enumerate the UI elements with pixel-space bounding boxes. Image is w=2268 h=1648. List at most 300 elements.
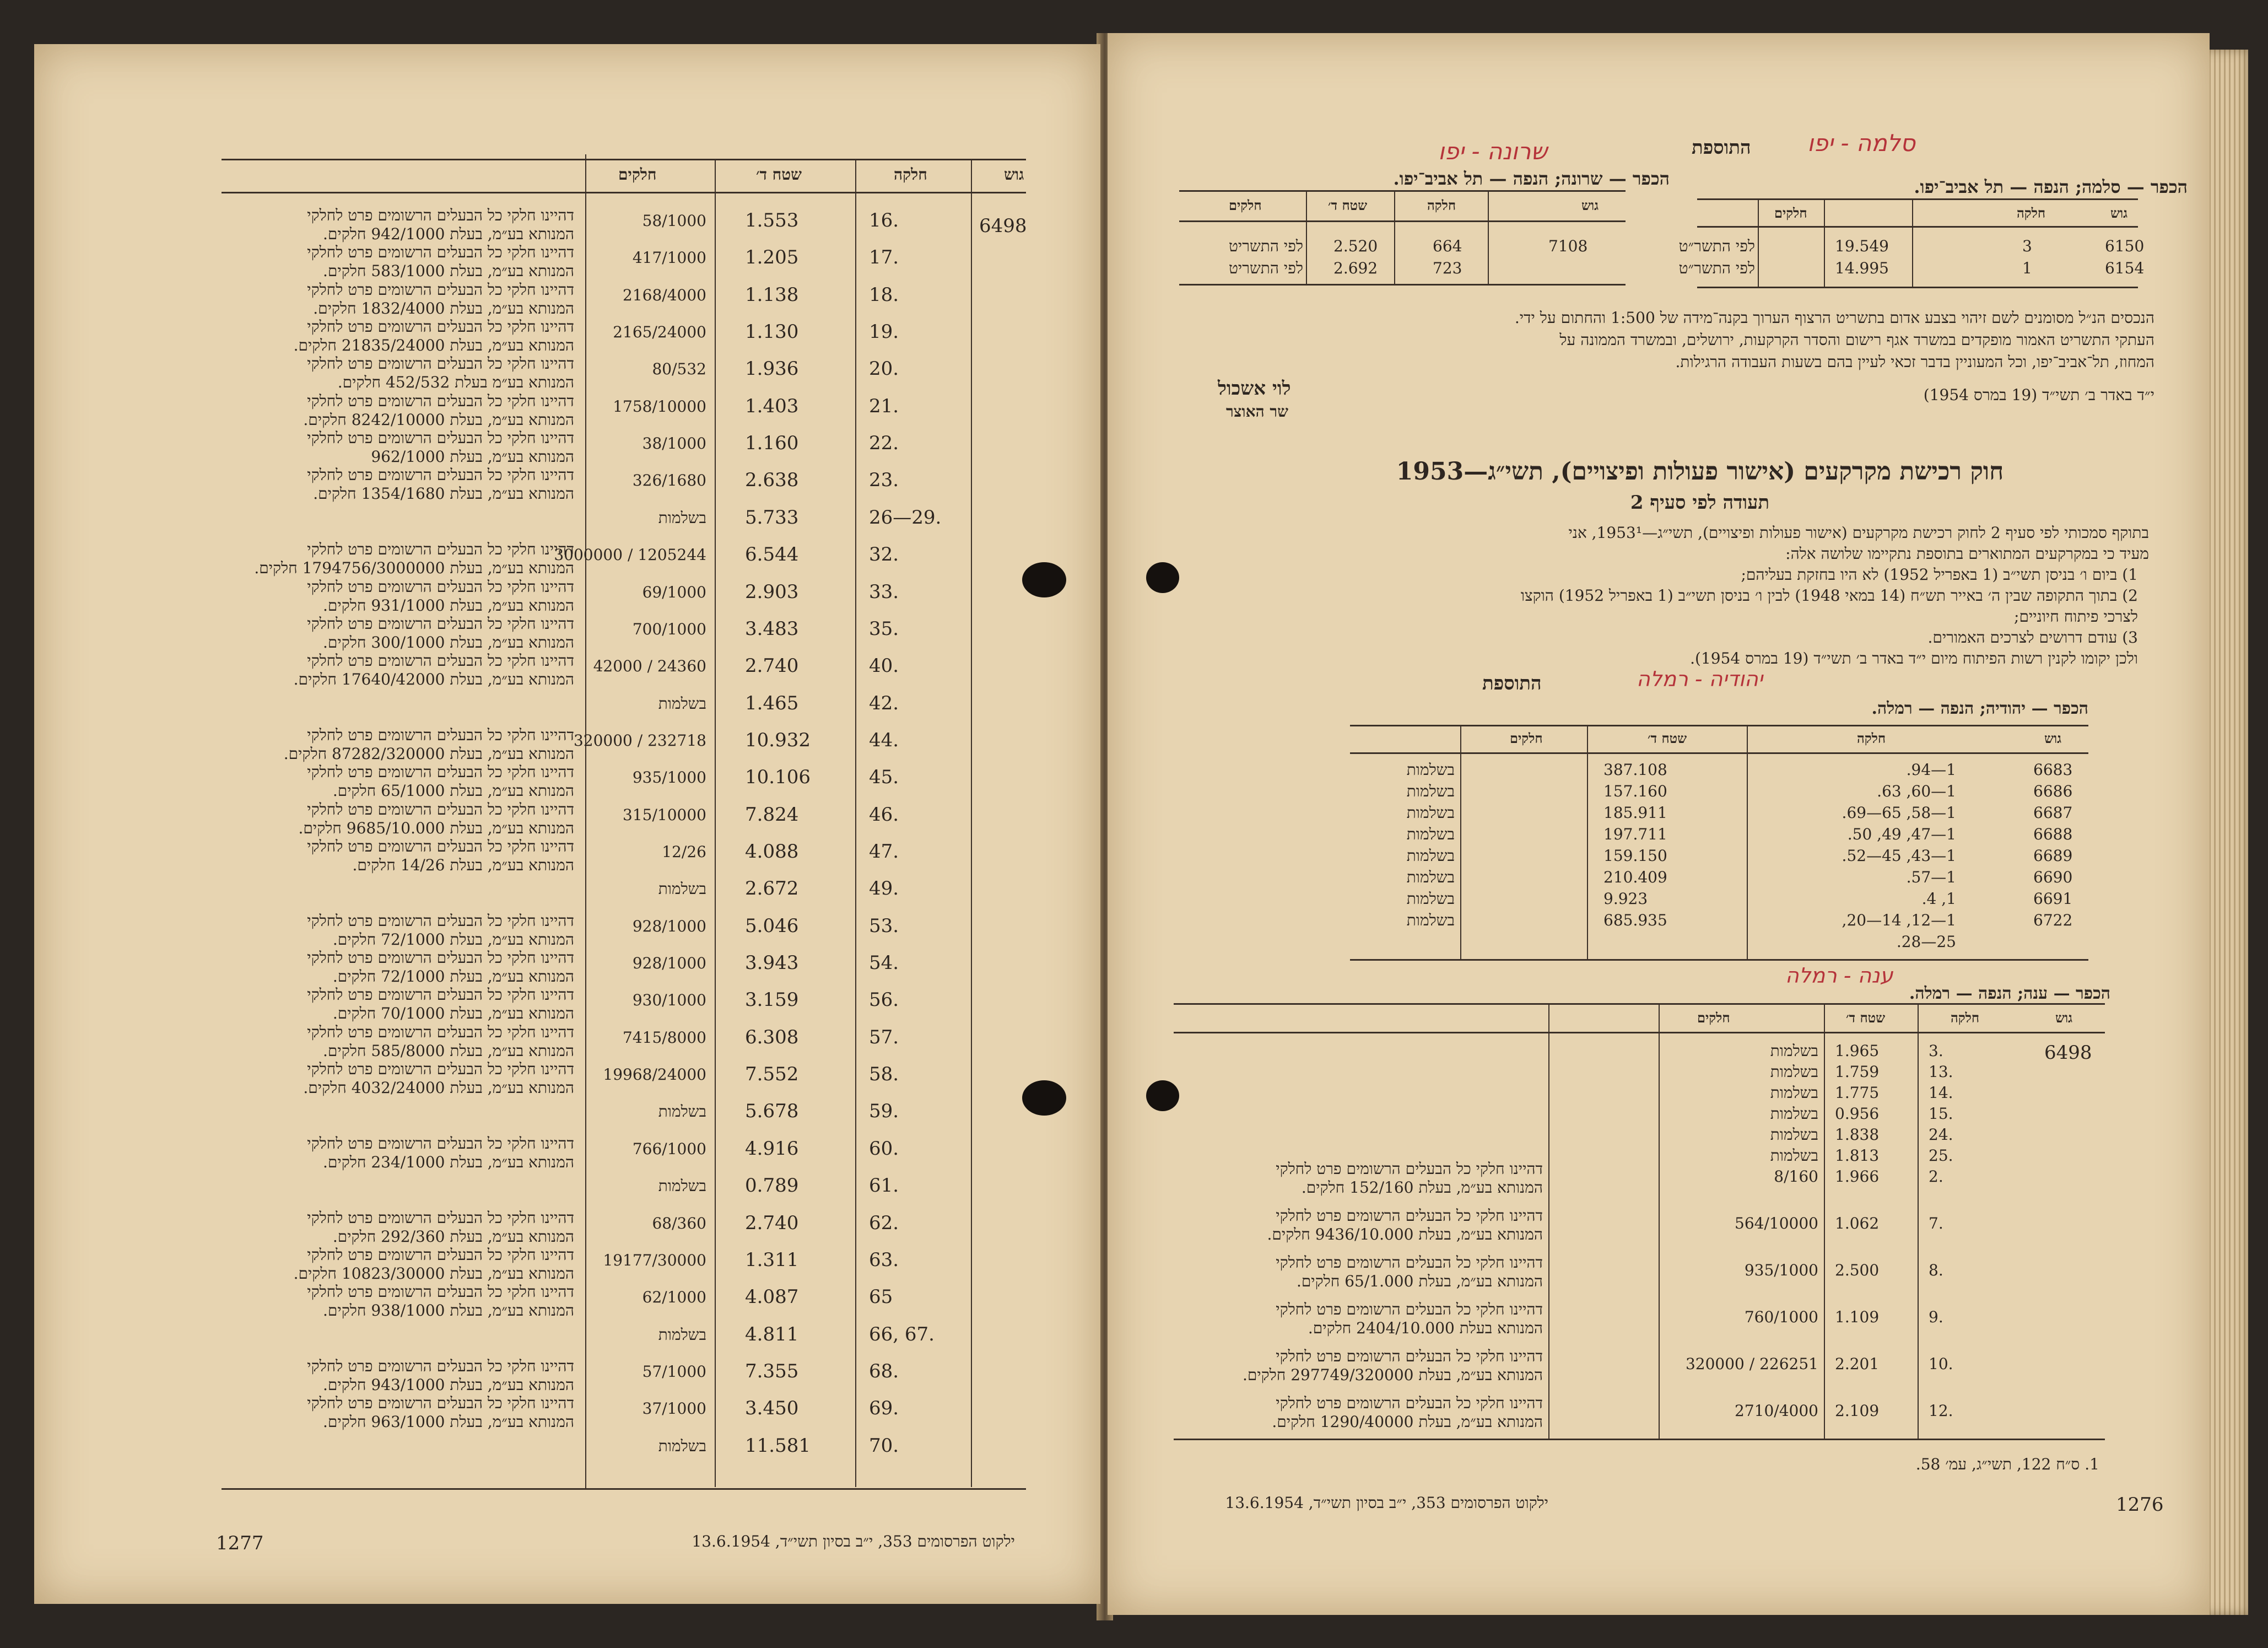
helka-cell: 35. <box>869 618 899 640</box>
area-cell: 2.201 <box>1835 1355 1880 1373</box>
parts-cell: 7415/8000 <box>623 1028 706 1047</box>
parts-cell: בשלמות <box>1770 1084 1818 1102</box>
sharona-h-helka: חלקה <box>1427 197 1456 213</box>
law-item-3: 3) עודם דרושים לצרכים האמורים. <box>1927 628 2138 647</box>
rule <box>1179 284 1626 286</box>
gush-cell: 6688 <box>2033 825 2073 843</box>
area-cell: 2.740 <box>745 1212 799 1234</box>
note-line-2: המנותא בע״מ, בעלת 21835/24000 חלקים. <box>293 336 574 354</box>
handwritten-salame: סלמה - יפו <box>1807 130 1916 157</box>
rule <box>1174 1003 2105 1005</box>
parts-cell: בשלמות <box>658 509 706 527</box>
law-item-2: 2) בתוך התקופה שבין ה׳ באייר תש״ח (14 במאי 1948) לבין ו׳ בניסן תשי״ב (1 באפריל 1952) הוקצו <box>1520 586 2138 605</box>
note-line-1: דהיינו חלקי כל הבעלים הרשומים פרט לחלקי <box>307 317 574 336</box>
helka-cell: 10. <box>1929 1355 1953 1373</box>
col-header-parts: חלקים <box>618 165 657 184</box>
parts-cell: 62/1000 <box>642 1288 706 1306</box>
note-line-2: המנותא בע״מ, בעלת 962/1000 <box>371 448 574 466</box>
page-number-left: 1277 <box>216 1532 264 1554</box>
sharona-h-area: שטח ד׳ <box>1328 197 1368 213</box>
parts-cell: 226251 / 320000 <box>1685 1355 1818 1373</box>
rule <box>1350 959 2088 961</box>
helka-cell: 20. <box>869 358 899 380</box>
helka-cell: 44. <box>869 729 899 751</box>
parts-cell: לפי התשר״ט <box>1678 237 1755 255</box>
parts-cell: בשלמות <box>1406 847 1455 865</box>
yehud-h-parts: חלקים <box>1510 730 1543 746</box>
helka-cell: 3. <box>1929 1042 1943 1060</box>
ana-h-parts: חלקים <box>1697 1010 1730 1026</box>
parts-cell: 326/1680 <box>632 471 706 489</box>
parts-cell: בשלמות <box>1406 911 1455 929</box>
helka-cell: 57. <box>869 1026 899 1048</box>
helka-cell: 723 <box>1433 259 1462 277</box>
footer-right: ילקוט הפרסומים 353, י״ב בסיון תשי״ד, 13.6.1954 <box>1225 1494 1548 1512</box>
note-line-2: המנותא בע״מ, בעלת 72/1000 חלקים. <box>332 930 574 949</box>
note-line-2: המנותא בע״מ, בעלת 297749/320000 חלקים. <box>1242 1366 1543 1384</box>
salame-heading: הכפר — סלמה; הנפה — תל אביב־יפו. <box>1914 176 2188 197</box>
note-line-2: המנותא בע״מ, בעלת 1354/1680 חלקים. <box>313 484 574 503</box>
gush-value: 6498 <box>979 215 1027 237</box>
helka-cell: 9. <box>1929 1308 1943 1326</box>
area-cell: 1.109 <box>1835 1308 1880 1326</box>
rule <box>1174 1439 2105 1440</box>
note-line-2: המנותא בע״מ, בעלת 152/160 חלקים. <box>1301 1178 1543 1197</box>
parts-cell: 68/360 <box>652 1214 706 1232</box>
footer-left: ילקוט הפרסומים 353, י״ב בסיון תשי״ד, 13.6.1954 <box>692 1532 1015 1550</box>
area-cell: 1.553 <box>745 209 799 231</box>
helka-cell: 3 <box>2022 237 2032 255</box>
notice-line-2: העתקי התשריט האמור מופקדים במשרד אגף רישום והסדר הקרקעות, ירושלים, ובמשרד הממונה על <box>1559 331 2154 349</box>
helka-cell: 1—60, 63. <box>1877 782 1956 800</box>
ana-h-area: שטח ד׳ <box>1846 1010 1886 1026</box>
sharona-h-parts: חלקים <box>1229 197 1262 213</box>
note-line-1: דהיינו חלקי כל הבעלים הרשומים פרט לחלקי <box>1276 1347 1543 1365</box>
handwritten-sharona: שרונה - יפו <box>1438 138 1548 165</box>
helka-cell: 54. <box>869 952 899 974</box>
rule <box>1179 190 1626 192</box>
rule <box>222 159 1026 160</box>
note-line-1: דהיינו חלקי כל הבעלים הרשומים פרט לחלקי <box>307 540 574 558</box>
rule <box>1548 1003 1549 1439</box>
note-line-2: המנותא בע״מ, בעלת 10823/30000 חלקים. <box>293 1264 574 1283</box>
area-cell: 4.087 <box>745 1286 799 1308</box>
rule <box>585 154 586 1488</box>
area-cell: 1.966 <box>1835 1167 1880 1186</box>
area-cell: 5.046 <box>745 915 799 937</box>
note-line-1: דהיינו חלקי כל הבעלים הרשומים פרט לחלקי <box>307 726 574 744</box>
helka-cell: 53. <box>869 915 899 937</box>
parts-cell: בשלמות <box>658 1102 706 1121</box>
parts-cell: 57/1000 <box>642 1362 706 1381</box>
col-header-helka: חלקה <box>894 165 927 184</box>
note-line-1: דהיינו חלקי כל הבעלים הרשומים פרט לחלקי <box>307 985 574 1004</box>
note-line-2: המנותא בע״מ, בעלת 300/1000 חלקים. <box>323 633 574 651</box>
helka-cell: 26—29. <box>869 507 942 529</box>
area-cell: 1.062 <box>1835 1214 1880 1232</box>
notice-line-3: המחוז, תל־אביב־יפו, וכל המעוניין בדבר זכאי לעיין בהם בשעות העבודה הרגילות. <box>1675 353 2154 371</box>
notice-line-1: הנכסים הנ״ל מסומנים לשם זיהוי בצבע אדום בתשריט הרצוף הערוך בקנה־מידה של 1:500 והחתום על ידי. <box>1514 309 2154 327</box>
helka-cell: 19. <box>869 321 899 343</box>
area-cell: 2.672 <box>745 877 799 900</box>
parts-cell: 417/1000 <box>632 249 706 267</box>
rule <box>222 1488 1026 1490</box>
law-title: חוק רכישת מקרקעים (אישור פעולות ופיצויים), תשי״ג—1953 <box>1396 457 2004 486</box>
area-cell: 1.130 <box>745 321 799 343</box>
law-item-2b: לצרכי פיתוח חיוניים; <box>2014 607 2138 626</box>
note-line-2: המנותא בע״מ, בעלת 9685/10.000 חלקים. <box>298 819 574 837</box>
helka-cell: 56. <box>869 989 899 1011</box>
punch-hole <box>1022 1080 1066 1116</box>
area-cell: 9.923 <box>1603 890 1648 908</box>
parts-cell: 760/1000 <box>1744 1308 1818 1326</box>
helka-cell: 32. <box>869 543 899 566</box>
area-cell: 2.692 <box>1333 259 1378 277</box>
parts-cell: בשלמות <box>1770 1105 1818 1123</box>
area-cell: 1.160 <box>745 432 799 454</box>
signer-name: לוי אשכול <box>1218 378 1291 400</box>
helka-cell: 13. <box>1929 1063 1953 1081</box>
helka-cell: 1 <box>2022 259 2032 277</box>
note-line-1: דהיינו חלקי כל הבעלים הרשומים פרט לחלקי <box>307 466 574 484</box>
rule <box>1460 725 1461 959</box>
area-cell: 1.465 <box>745 692 799 714</box>
rule <box>1824 1003 1825 1439</box>
rule <box>971 159 972 1487</box>
rule <box>1659 1003 1660 1439</box>
salame-h-helka: חלקה <box>2017 205 2046 221</box>
parts-cell: 12/26 <box>662 843 706 861</box>
note-line-2: המנותא בע״מ, בעלת 65/1.000 חלקים. <box>1296 1272 1543 1290</box>
col-header-area: שטח ד׳ <box>756 165 802 184</box>
helka-cell: 45. <box>869 766 899 788</box>
salame-h-gush: גוש <box>2110 205 2128 221</box>
note-line-1: דהיינו חלקי כל הבעלים הרשומים פרט לחלקי <box>1276 1253 1543 1272</box>
note-line-2: המנותא בע״מ, בעלת 943/1000 חלקים. <box>323 1376 574 1394</box>
parts-cell: 19177/30000 <box>603 1251 706 1269</box>
rule <box>1587 725 1588 959</box>
note-line-1: דהיינו חלקי כל הבעלים הרשומים פרט לחלקי <box>1276 1300 1543 1318</box>
note-line-2: המנותא בע״מ, בעלת 931/1000 חלקים. <box>323 596 574 615</box>
area-cell: 2.520 <box>1333 237 1378 255</box>
salame-h-parts: חלקים <box>1774 205 1807 221</box>
note-line-2: המנותא בע״מ, בעלת 4032/24000 חלקים. <box>303 1079 574 1097</box>
note-line-1: דהיינו חלקי כל הבעלים הרשומים פרט לחלקי <box>307 206 574 224</box>
note-line-2: המנותא בע״מ, בעלת 65/1000 חלקים. <box>332 782 574 800</box>
area-cell: 2.740 <box>745 655 799 677</box>
note-line-2: המנותא בע״מ, בעלת 8242/10000 חלקים. <box>303 411 574 429</box>
note-line-1: דהיינו חלקי כל הבעלים הרשומים פרט לחלקי <box>307 837 574 855</box>
parts-cell: 38/1000 <box>642 434 706 453</box>
area-cell: 6.308 <box>745 1026 799 1048</box>
area-cell: 4.088 <box>745 841 799 863</box>
parts-cell: 58/1000 <box>642 212 706 230</box>
area-cell: 11.581 <box>745 1435 811 1457</box>
handwritten-yehud: יהודיה - רמלה <box>1637 667 1763 691</box>
note-line-2: המנותא בע״מ, בעלת 942/1000 חלקים. <box>323 225 574 243</box>
area-cell: 3.943 <box>745 952 799 974</box>
page-number-right: 1276 <box>2116 1494 2164 1516</box>
gush-cell: 6689 <box>2033 847 2073 865</box>
helka-cell: 61. <box>869 1175 899 1197</box>
rule <box>1758 198 1759 287</box>
law-p3: ולכן יקומו לקנין רשות הפיתוח מיום י״ד באדר ב׳ תשי״ד (19 במרס 1954). <box>1690 649 2138 667</box>
note-line-2: המנותא בע״מ, בעלת 87282/320000 חלקים. <box>283 745 574 763</box>
rule <box>715 159 716 1487</box>
area-cell: 2.109 <box>1835 1402 1880 1420</box>
area-cell: 3.159 <box>745 989 799 1011</box>
rule <box>1697 198 2138 200</box>
helka-cell: 1—57. <box>1906 868 1956 886</box>
note-line-2: המנותא בע״מ, בעלת 9436/10.000 חלקים. <box>1267 1225 1543 1243</box>
parts-cell: 930/1000 <box>632 991 706 1009</box>
area-cell: 1.403 <box>745 395 799 417</box>
parts-cell: 232718 / 320000 <box>573 731 706 750</box>
parts-cell: 564/10000 <box>1735 1214 1818 1232</box>
tosefet-title-2: התוספת <box>1482 672 1542 694</box>
note-line-1: דהיינו חלקי כל הבעלים הרשומים פרט לחלקי <box>307 651 574 670</box>
gush-cell: 6690 <box>2033 868 2073 886</box>
parts-cell: בשלמות <box>1770 1125 1818 1144</box>
note-line-2: המנותא בע״מ, בעלת 963/1000 חלקים. <box>323 1413 574 1431</box>
note-line-1: דהיינו חלקי כל הבעלים הרשומים פרט לחלקי <box>307 281 574 299</box>
area-cell: 7.355 <box>745 1360 799 1382</box>
helka-cell: 42. <box>869 692 899 714</box>
area-cell: 1.965 <box>1835 1042 1880 1060</box>
gush-cell: 6722 <box>2033 911 2073 929</box>
tosefet-title: התוספת <box>1692 137 1751 159</box>
helka-cell: 1—43, 45—52. <box>1842 847 1956 865</box>
parts-cell: בשלמות <box>1406 890 1455 908</box>
note-line-2: המנותא בע״מ, בעלת 72/1000 חלקים. <box>332 967 574 985</box>
parts-cell: 2165/24000 <box>613 323 706 341</box>
punch-hole <box>1022 562 1066 597</box>
helka-cell: 21. <box>869 395 899 417</box>
helka-cell: 1—58, 65—69. <box>1842 804 1956 822</box>
note-line-1: דהיינו חלקי כל הבעלים הרשומים פרט לחלקי <box>307 429 574 447</box>
rule <box>855 159 856 1487</box>
note-line-1: דהיינו חלקי כל הבעלים הרשומים פרט לחלקי <box>307 1357 574 1375</box>
helka-cell: 47. <box>869 841 899 863</box>
note-line-1: דהיינו חלקי כל הבעלים הרשומים פרט לחלקי <box>307 1023 574 1041</box>
area-cell: 4.916 <box>745 1138 799 1160</box>
sharona-h-gush: גוש <box>1581 197 1599 213</box>
note-line-1: דהיינו חלקי כל הבעלים הרשומים פרט לחלקי <box>307 354 574 373</box>
area-cell: 0.789 <box>745 1175 799 1197</box>
law-subtitle: תעודה לפי סעיף 2 <box>1630 492 1770 514</box>
yehud-h-helka: חלקה <box>1857 730 1886 746</box>
note-line-1: דהיינו חלקי כל הבעלים הרשומים פרט לחלקי <box>307 1394 574 1412</box>
helka-cell: 25—28. <box>1896 933 1956 951</box>
note-line-1: דהיינו חלקי כל הבעלים הרשומים פרט לחלקי <box>307 1134 574 1152</box>
note-line-1: דהיינו חלקי כל הבעלים הרשומים פרט לחלקי <box>307 243 574 261</box>
gush-cell: 6691 <box>2033 890 2073 908</box>
law-p1: בתוקף סמכותי לפי סעיף 2 לחוק רכישת מקרקעים (אישור פעולות ופיצויים), תשי״ג—1953¹, אני <box>1568 524 2149 542</box>
note-line-2: המנותא בע״מ, בעלת 1290/40000 חלקים. <box>1272 1413 1543 1431</box>
ana-heading: הכפר — ענה; הנפה — רמלה. <box>1909 984 2110 1003</box>
parts-cell: 37/1000 <box>642 1399 706 1418</box>
area-cell: 2.638 <box>745 469 799 491</box>
note-line-2: המנותא בע״מ בעלת 452/532 חלקים. <box>337 373 574 391</box>
area-cell: 3.450 <box>745 1397 799 1419</box>
yehud-h-area: שטח ד׳ <box>1648 730 1687 746</box>
note-line-1: דהיינו חלקי כל הבעלים הרשומים פרט לחלקי <box>307 578 574 596</box>
helka-cell: 16. <box>869 209 899 231</box>
parts-cell: בשלמות <box>1406 761 1455 779</box>
area-cell: 3.483 <box>745 618 799 640</box>
area-cell: 1.138 <box>745 284 799 306</box>
area-cell: 14.995 <box>1835 259 1889 277</box>
area-cell: 0.956 <box>1835 1105 1880 1123</box>
area-cell: 1.813 <box>1835 1146 1880 1165</box>
note-line-2: המנותא בע״מ, בעלת 585/8000 חלקים. <box>323 1042 574 1060</box>
parts-cell: לפי התשר״ט <box>1678 259 1755 277</box>
ana-h-gush: גוש <box>2055 1010 2073 1026</box>
area-cell: 1.838 <box>1835 1125 1880 1144</box>
rule <box>1179 220 1626 222</box>
note-line-1: דהיינו חלקי כל הבעלים הרשומים פרט לחלקי <box>307 1246 574 1264</box>
note-line-1: דהיינו חלקי כל הבעלים הרשומים פרט לחלקי <box>307 1283 574 1301</box>
parts-cell: 19968/24000 <box>603 1065 706 1084</box>
handwritten-ana: ענה - רמלה <box>1785 963 1893 988</box>
area-cell: 1.775 <box>1835 1084 1880 1102</box>
helka-cell: 14. <box>1929 1084 1953 1102</box>
punch-hole <box>1146 1080 1179 1111</box>
helka-cell: 70. <box>869 1435 899 1457</box>
right-page <box>1108 33 2210 1615</box>
area-cell: 4.811 <box>745 1323 799 1345</box>
signer-title: שר האוצר <box>1226 402 1288 421</box>
helka-cell: 1, 4. <box>1921 890 1956 908</box>
helka-cell: 33. <box>869 581 899 603</box>
parts-cell: בשלמות <box>658 1437 706 1455</box>
parts-cell: 24360 / 42000 <box>593 657 706 675</box>
area-cell: 197.711 <box>1603 825 1667 843</box>
ana-gush-value: 6498 <box>2044 1042 2092 1064</box>
parts-cell: 80/532 <box>652 360 706 378</box>
parts-cell: בשלמות <box>658 1326 706 1344</box>
note-line-1: דהיינו חלקי כל הבעלים הרשומים פרט לחלקי <box>307 800 574 818</box>
area-cell: 1.205 <box>745 246 799 268</box>
rule <box>1697 226 2138 228</box>
note-line-1: דהיינו חלקי כל הבעלים הרשומים פרט לחלקי <box>307 1060 574 1078</box>
rule <box>1824 198 1825 287</box>
helka-cell: 59. <box>869 1100 899 1122</box>
gush-cell: 6687 <box>2033 804 2073 822</box>
parts-cell: 935/1000 <box>1744 1261 1818 1279</box>
area-cell: 7.824 <box>745 804 799 826</box>
parts-cell: בשלמות <box>1770 1146 1818 1165</box>
helka-cell: 1—94. <box>1906 761 1956 779</box>
note-line-2: המנותא בע״מ, בעלת 17640/42000 חלקים. <box>293 670 574 688</box>
area-cell: 1.936 <box>745 358 799 380</box>
note-line-2: המנותא בע״מ, בעלת 14/26 חלקים. <box>352 856 574 874</box>
parts-cell: 2710/4000 <box>1735 1402 1818 1420</box>
area-cell: 10.932 <box>745 729 811 751</box>
rule <box>1918 1003 1919 1439</box>
gush-cell: 6686 <box>2033 782 2073 800</box>
note-line-1: דהיינו חלקי כל הבעלים הרשומים פרט לחלקי <box>307 615 574 633</box>
note-line-2: המנותא בע״מ, בעלת 1832/4000 חלקים. <box>313 299 574 317</box>
parts-cell: בשלמות <box>1770 1063 1818 1081</box>
helka-cell: 69. <box>869 1397 899 1419</box>
helka-cell: 2. <box>1929 1167 1943 1186</box>
parts-cell: בשלמות <box>1406 782 1455 800</box>
parts-cell: 69/1000 <box>642 583 706 601</box>
parts-cell: 1758/10000 <box>613 397 706 416</box>
helka-cell: 23. <box>869 469 899 491</box>
note-line-2: המנותא בע״מ, בעלת 938/1000 חלקים. <box>323 1301 574 1320</box>
ana-h-helka: חלקה <box>1951 1010 1980 1026</box>
parts-cell: 700/1000 <box>632 620 706 638</box>
note-line-1: דהיינו חלקי כל הבעלים הרשומים פרט לחלקי <box>307 392 574 410</box>
rule <box>1306 190 1307 284</box>
helka-cell: 40. <box>869 655 899 677</box>
area-cell: 2.500 <box>1835 1261 1880 1279</box>
notice-date: י״ד באדר ב׳ תשי״ד (19 במרס 1954) <box>1923 386 2154 404</box>
note-line-2: המנותא בע״מ, בעלת 1794756/3000000 חלקים. <box>254 559 574 577</box>
parts-cell: בשלמות <box>658 694 706 713</box>
gush-cell: 7108 <box>1548 237 1588 255</box>
sharona-heading: הכפר — שרונה; הנפה — תל אביב־יפו. <box>1393 168 1670 189</box>
helka-cell: 1—47, 49, 50. <box>1847 825 1956 843</box>
parts-cell: 928/1000 <box>632 954 706 972</box>
parts-cell: 928/1000 <box>632 917 706 935</box>
area-cell: 1.759 <box>1835 1063 1880 1081</box>
helka-cell: 63. <box>869 1249 899 1271</box>
note-line-2: המנותא בעלת 2404/10.000 חלקים. <box>1308 1319 1543 1337</box>
area-cell: 387.108 <box>1603 761 1667 779</box>
parts-cell: בשלמות <box>658 1177 706 1195</box>
area-cell: 7.552 <box>745 1063 799 1085</box>
note-line-1: דהיינו חלקי כל הבעלים הרשומים פרט לחלקי <box>1276 1207 1543 1225</box>
rule <box>1912 198 1913 287</box>
parts-cell: 766/1000 <box>632 1140 706 1158</box>
helka-cell: 65 <box>869 1286 893 1308</box>
gush-cell: 6150 <box>2105 237 2145 255</box>
note-line-1: דהיינו חלקי כל הבעלים הרשומים פרט לחלקי <box>307 949 574 967</box>
helka-cell: 24. <box>1929 1125 1953 1144</box>
note-line-1: דהיינו חלקי כל הבעלים הרשומים פרט לחלקי <box>307 912 574 930</box>
law-p2: מעיד כי במקרקעים המתוארים בתוספת נתקיימו שלושה אלה: <box>1785 545 2149 563</box>
helka-cell: 12. <box>1929 1402 1953 1420</box>
col-header-gush: גוש <box>1004 165 1024 184</box>
helka-cell: 62. <box>869 1212 899 1234</box>
note-line-1: דהיינו חלקי כל הבעלים הרשומים פרט לחלקי <box>1276 1160 1543 1178</box>
helka-cell: 7. <box>1929 1214 1943 1232</box>
rule <box>1174 1032 2105 1033</box>
parts-cell: לפי התשריט <box>1228 237 1303 255</box>
rule <box>1488 190 1489 284</box>
area-cell: 19.549 <box>1835 237 1889 255</box>
parts-cell: בשלמות <box>1770 1042 1818 1060</box>
left-page <box>34 44 1100 1604</box>
note-line-2: המנותא בע״מ, בעלת 70/1000 חלקים. <box>332 1004 574 1022</box>
helka-cell: 66, 67. <box>869 1323 935 1345</box>
helka-cell: 49. <box>869 877 899 900</box>
parts-cell: לפי התשריט <box>1228 259 1303 277</box>
area-cell: 6.544 <box>745 543 799 566</box>
helka-cell: 60. <box>869 1138 899 1160</box>
area-cell: 159.150 <box>1603 847 1667 865</box>
yehud-heading: הכפר — יהודיה; הנפה — רמלה. <box>1871 699 2088 718</box>
rule <box>222 192 1026 193</box>
note-line-2: המנותא בע״מ, בעלת 292/360 חלקים. <box>332 1227 574 1246</box>
rule <box>1747 725 1748 959</box>
helka-cell: 1—12, 14—20, <box>1842 911 1956 929</box>
area-cell: 185.911 <box>1603 804 1667 822</box>
area-cell: 5.678 <box>745 1100 799 1122</box>
